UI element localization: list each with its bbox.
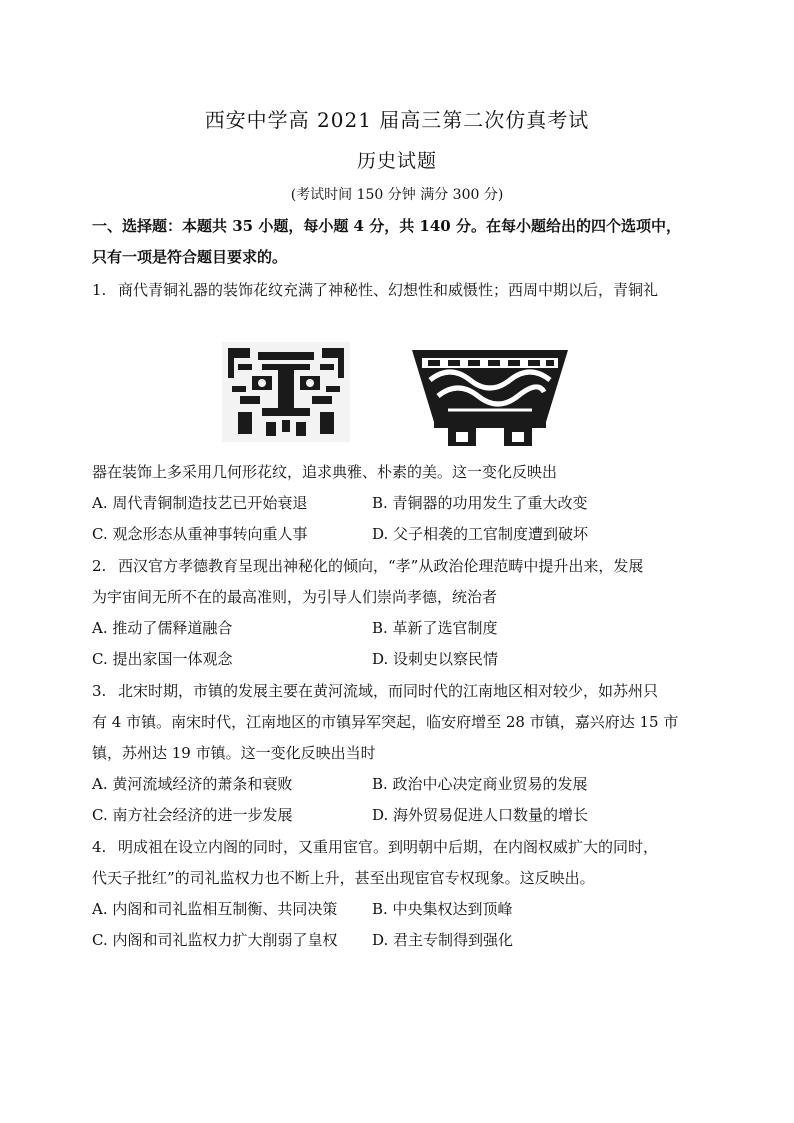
question-3-option-c[interactable]: C. 南方社会经济的进一步发展: [92, 806, 293, 824]
question-3-option-b[interactable]: B. 政治中心决定商业贸易的发展: [372, 775, 588, 793]
question-text: 商代青铜礼器的装饰花纹充满了神秘性、幻想性和威慑性；西周中期以后，青铜礼: [118, 281, 659, 299]
section-heading-line-1: 一、选择题：本题共 35 小题，每小题 4 分，共 140 分。在每小题给出的四个选项中，: [92, 217, 681, 235]
question-2-stem-line-1: [92, 556, 708, 576]
question-2-option-c[interactable]: C. 提出家国一体观念: [92, 650, 233, 668]
question-number: 1.: [92, 281, 107, 299]
question-1-option-c[interactable]: C. 观念形态从重神事转向重人事: [92, 525, 308, 543]
question-text: 北宋时期，市镇的发展主要在黄河流域，而同时代的江南地区相对较少，如苏州只: [118, 682, 659, 700]
bronze-geometric-vessel-image: [408, 346, 572, 446]
question-number: 4.: [92, 838, 107, 856]
question-2-option-d[interactable]: D. 设刺史以察民情: [372, 650, 499, 668]
question-text: 西汉官方孝德教育呈现出神秘化的倾向，“孝”从政治伦理范畴中提升出来，发展: [118, 557, 644, 575]
question-3-option-a[interactable]: A. 黄河流域经济的萧条和衰败: [92, 775, 293, 793]
question-3-stem-line-2: 有 4 市镇。南宋时代，江南地区的市镇异军突起，临安府增至 28 市镇，嘉兴府达 15 市: [92, 713, 679, 731]
question-4-stem-line-2: 代天子批红”的司礼监权力也不断上升，甚至出现宦官专权现象。这反映出。: [92, 869, 595, 887]
question-4-option-c[interactable]: C. 内阁和司礼监权力扩大削弱了皇权: [92, 931, 338, 949]
question-3-stem-line-1: [92, 681, 708, 701]
exam-info: (考试时间 150 分钟 满分 300 分): [290, 187, 504, 203]
section-heading-line-2: 只有一项是符合题目要求的。: [92, 248, 288, 266]
question-1-stem-line-1: [92, 280, 708, 300]
question-4-option-a[interactable]: A. 内阁和司礼监相互制衡、共同决策: [92, 900, 338, 918]
question-3-option-d[interactable]: D. 海外贸易促进人口数量的增长: [372, 806, 589, 824]
question-2-stem-line-2: 为宇宙间无所不在的最高准则，为引导人们崇尚孝德，统治者: [92, 588, 498, 606]
question-2-option-a[interactable]: A. 推动了儒释道融合: [92, 619, 233, 637]
exam-title: 西安中学高 2021 届高三第二次仿真考试: [204, 108, 590, 132]
question-3-stem-line-3: 镇，苏州达 19 市镇。这一变化反映出当时: [92, 744, 376, 762]
question-1-stem-line-2: 器在装饰上多采用几何形花纹，追求典雅、朴素的美。这一变化反映出: [92, 463, 558, 481]
question-number: 2.: [92, 557, 107, 575]
question-1-option-d[interactable]: D. 父子相袭的工官制度遭到破坏: [372, 525, 589, 543]
subject-title: 历史试题: [356, 150, 437, 172]
question-1-option-b[interactable]: B. 青铜器的功用发生了重大改变: [372, 494, 588, 512]
question-4-option-b[interactable]: B. 中央集权达到顶峰: [372, 900, 513, 918]
question-4-stem-line-1: [92, 837, 708, 857]
bronze-taotie-pattern-image: [222, 342, 350, 442]
question-number: 3.: [92, 682, 107, 700]
question-2-option-b[interactable]: B. 革新了选官制度: [372, 619, 498, 637]
question-4-option-d[interactable]: D. 君主专制得到强化: [372, 931, 514, 949]
question-1-option-a[interactable]: A. 周代青铜制造技艺已开始衰退: [92, 494, 308, 512]
question-text: 明成祖在设立内阁的同时，又重用宦官。到明朝中后期，在内阁权威扩大的同时，: [118, 838, 659, 856]
